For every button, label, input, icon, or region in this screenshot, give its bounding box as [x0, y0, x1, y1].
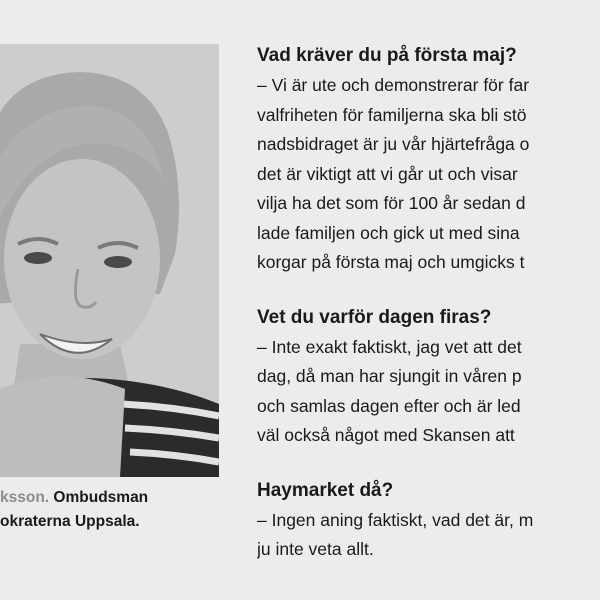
caption-line-1 [0, 486, 230, 510]
qa-item [257, 477, 600, 565]
caption-role: Ombudsman [53, 489, 149, 506]
qa-item [257, 304, 600, 451]
answer-line: lade familjen och gick ut med sina [257, 222, 520, 243]
portrait-image [0, 44, 219, 477]
answer-line: korgar på första maj och umgicks t [257, 252, 525, 272]
question-heading: Vet du varför dagen firas? [257, 306, 492, 328]
interview-text [257, 42, 600, 591]
answer-line: dag, då man har sjungit in våren p [257, 366, 522, 386]
answer-line: vilja ha det som för 100 år sedan d [257, 193, 526, 213]
answer-line: – Ingen aning faktiskt, vad det är, m [257, 509, 534, 530]
answer-line: – Vi är ute och demonstrerar för far [257, 75, 530, 95]
answer-line: valfriheten för familjerna ska bli stö [257, 104, 527, 125]
answer-line: – Inte exakt faktiskt, jag vet att det [257, 336, 522, 357]
answer-line: nadsbidraget är ju vår hjärtefråga o [257, 134, 530, 154]
photo-caption [0, 486, 230, 534]
qa-item [257, 42, 600, 278]
question-heading: Haymarket då? [257, 479, 394, 501]
portrait-photo [0, 44, 219, 477]
answer-line: ju inte veta allt. [257, 539, 374, 559]
question-heading: Vad kräver du på första maj? [257, 45, 517, 66]
caption-line-2: okraterna Uppsala. [0, 513, 140, 530]
caption-name: ksson. [0, 489, 50, 506]
answer-line: det är viktigt att vi går ut och visar [257, 163, 518, 184]
answer-line: väl också något med Skansen att [257, 425, 515, 445]
answer-line: och samlas dagen efter och är led [257, 395, 521, 416]
